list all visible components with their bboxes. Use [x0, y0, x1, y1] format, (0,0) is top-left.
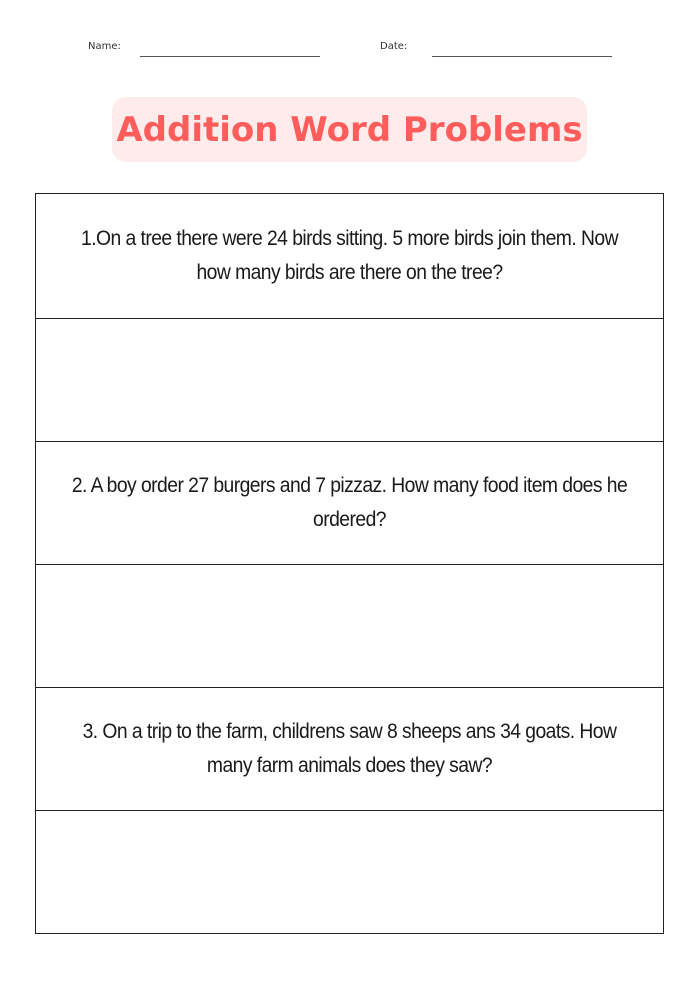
title-banner [112, 97, 587, 162]
answer-box-2[interactable] [36, 564, 663, 687]
question-row-2 [36, 441, 663, 564]
answer-box-3[interactable] [36, 810, 663, 933]
problems-table [35, 193, 664, 934]
question-text-2: 2. A boy order 27 burgers and 7 pizzaz. How many food item does he ordered? [71, 474, 628, 531]
date-label: Date: [380, 41, 408, 52]
question-text-1: 1.On a tree there were 24 birds sitting. 5 more birds join them. Now how many birds are there on the tree? [81, 227, 618, 284]
name-input-line[interactable] [140, 56, 320, 57]
answer-box-1[interactable] [36, 318, 663, 441]
question-row-1 [36, 194, 663, 318]
question-row-3 [36, 687, 663, 810]
question-text-3: 3. On a trip to the farm, childrens saw 8 sheeps ans 34 goats. How many farm animals does they saw? [82, 720, 617, 777]
date-input-line[interactable] [432, 56, 612, 57]
page-title: Addition Word Problems [116, 109, 583, 150]
name-label: Name: [88, 41, 121, 52]
